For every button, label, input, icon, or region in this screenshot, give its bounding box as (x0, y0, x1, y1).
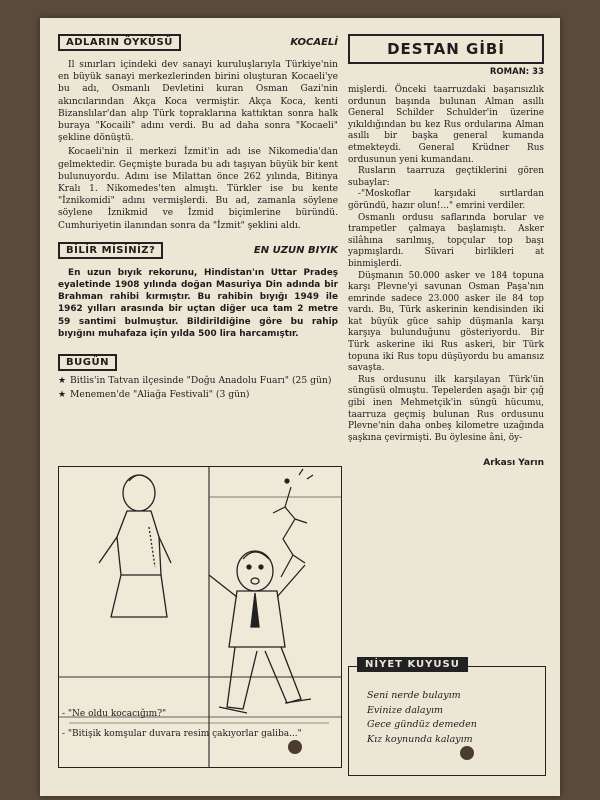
niyet-kuyusu-title: NİYET KUYUSU (357, 657, 468, 672)
woman-figure (99, 475, 171, 617)
destan-gibi-title: DESTAN GİBİ (348, 34, 544, 64)
bugun-item-1: Bitlis'in Tatvan ilçesinde "Doğu Anadolu Fuarı" (25 gün) (70, 375, 332, 387)
bilir-section-title: BİLİR MİSİNİZ? (58, 242, 163, 259)
serial-paragraph-2: Rusların taarruza geçtiklerini gören subaylar: (348, 166, 544, 188)
list-item (58, 375, 338, 387)
left-column (58, 34, 338, 403)
adlarin-paragraph-2: Kocaeli'nin il merkezi İzmit'in adı ise Nikomedia'dan gelmektedir. Geçmişte burada bu adı taşıyan büyük bir kent bulunuyordu. Adını ise Milattan önce 262 yılında, Bitinya Kralı 1. Nikomedes'ten almıştı. Türkler ise bu kente "İznikomidi" adını vermişlerdi. Bu ad, zamanla söylene söylene İznikmid ve İzmid biçimlerine büründü. Cumhuriyetin ilanından sonra da "İzmit" şeklini aldı. (58, 147, 338, 231)
serial-paragraph-4: Osmanlı ordusu saflarında borular ve trampetler çalmaya başlamıştı. Asker silâhına sarılmış, topçular top başı yapmışlardı. Süvari birlikleri at binmişlerdi. (348, 212, 544, 269)
adlarin-header (58, 34, 338, 51)
bilir-header (58, 242, 338, 259)
kocaeli-heading: KOCAELİ (290, 37, 338, 48)
serial-paragraph-3: -"Moskoflar karşıdaki sırtlardan göründü, hazır olun!..." emrini verdiler. (348, 189, 544, 211)
man-figure (209, 551, 311, 713)
adlarin-paragraph-1: Il sınırları içindeki dev sanayi kuruluşlarıyla Türkiye'nin en büyük sanayi merkezlerinden birini oluşturan Kocaeli'ye bu adı, Osmanlı Devletini kuran Osman Gazi'nin akıncılarından Akça Koca vermiştir. Akça Koca, kenti Bizanslılar'dan alıp Türk topraklarına kattıktan sonra halk buraya "Kocaili" adını verdi. Bu ad daha sonra "Kocaeli" şekline dönüştü. (58, 60, 338, 144)
niyet-line-3: Gece gündüz demeden (367, 719, 477, 730)
bugun-section-title: BUGÜN (58, 354, 117, 371)
list-item (58, 389, 338, 401)
serial-paragraph-5: Düşmanın 50.000 asker ve 184 topuna karşı Plevne'yi savunan Osman Paşa'nın emrinde sadece 23.000 asker ile 84 top vardı. Bu, Türk askerinin kendisinden iki kat büyük güce sahip düşmanla karşı karşıya bulunduğunu gösteriyordu. Bir Türk askerine iki Rus askeri, bir Türk topuna iki Rus topu düşüyordu bu amansız savaşta. (348, 270, 544, 374)
en-uzun-biyik-heading: EN UZUN BIYIK (253, 244, 338, 256)
right-column (348, 34, 544, 468)
arkasi-yarin: Arkası Yarın (483, 458, 544, 469)
serial-paragraph-1: mişlerdi. Önceki taarruzdaki başarısızlık ordunun başında bulunan Alman asıllı General Schilder Schulder'in üzerine yıkıldığından bu kez Rus ordularına Alman asıllı bir başka general kumanda etmekteydi. General Krüdner Rus ordusunun yeni kumandanı. (348, 85, 544, 165)
bugun-list (58, 375, 338, 401)
niyet-line-1: Seni nerde bulayım (367, 690, 461, 701)
bugun-header (58, 350, 338, 371)
niyet-lines (367, 689, 477, 747)
bugun-item-2: Menemen'de "Aliağa Festivali" (3 gün) (70, 389, 250, 401)
niyet-line-2: Evinize dalayım (367, 704, 444, 716)
roman-number: ROMAN: 33 (489, 67, 544, 77)
cartoon-panel (58, 466, 342, 768)
serial-text (348, 85, 544, 444)
punch-hole-right (460, 746, 474, 760)
wall-crack (273, 469, 313, 577)
star-icon: ★ (58, 390, 67, 401)
cartoon-caption-1: - "Ne oldu kocacığım?" (62, 709, 167, 719)
cartoon-illustration (59, 467, 341, 767)
newspaper-clipping (40, 18, 560, 796)
punch-hole-left (288, 740, 302, 754)
bilir-paragraph: En uzun bıyık rekorunu, Hindistan'ın Uttar Pradeş eyaletinde 1908 yılında doğan Masuriya Din adında bir Brahman rahibi kırmıştır. Bu rahibin bıyığı 1949 ile 1962 yılları arasında bir uçtan diğer uca tam 2 metre 59 santimi bulmuştur. Bildirildiğine göre bu rahip bıyığını muhafaza için yılda 500 lira harcamıştır. (58, 267, 338, 339)
niyet-line-4: Kız koynunda kalayım (367, 733, 473, 745)
niyet-kuyusu-box (348, 659, 546, 776)
serial-paragraph-6: Rus ordusunu ilk karşılayan Türk'ün süngüsü olmuştu. Tepelerden aşağı bir çığ gibi inen Mehmetçik'in süngü hücumu, taarruza geçmiş bulunan Rus ordusunu Plevne'nin daha onbeş kilometre uzağında şaşkına çevirmişti. Bu öylesine âni, öy- (348, 374, 544, 443)
adlarin-section-title: ADLARIN ÖYKÜSÜ (58, 34, 181, 51)
cartoon-caption-2: - "Bitişik komşular duvara resim çakıyorlar galiba..." (62, 729, 302, 739)
star-icon: ★ (58, 376, 67, 387)
